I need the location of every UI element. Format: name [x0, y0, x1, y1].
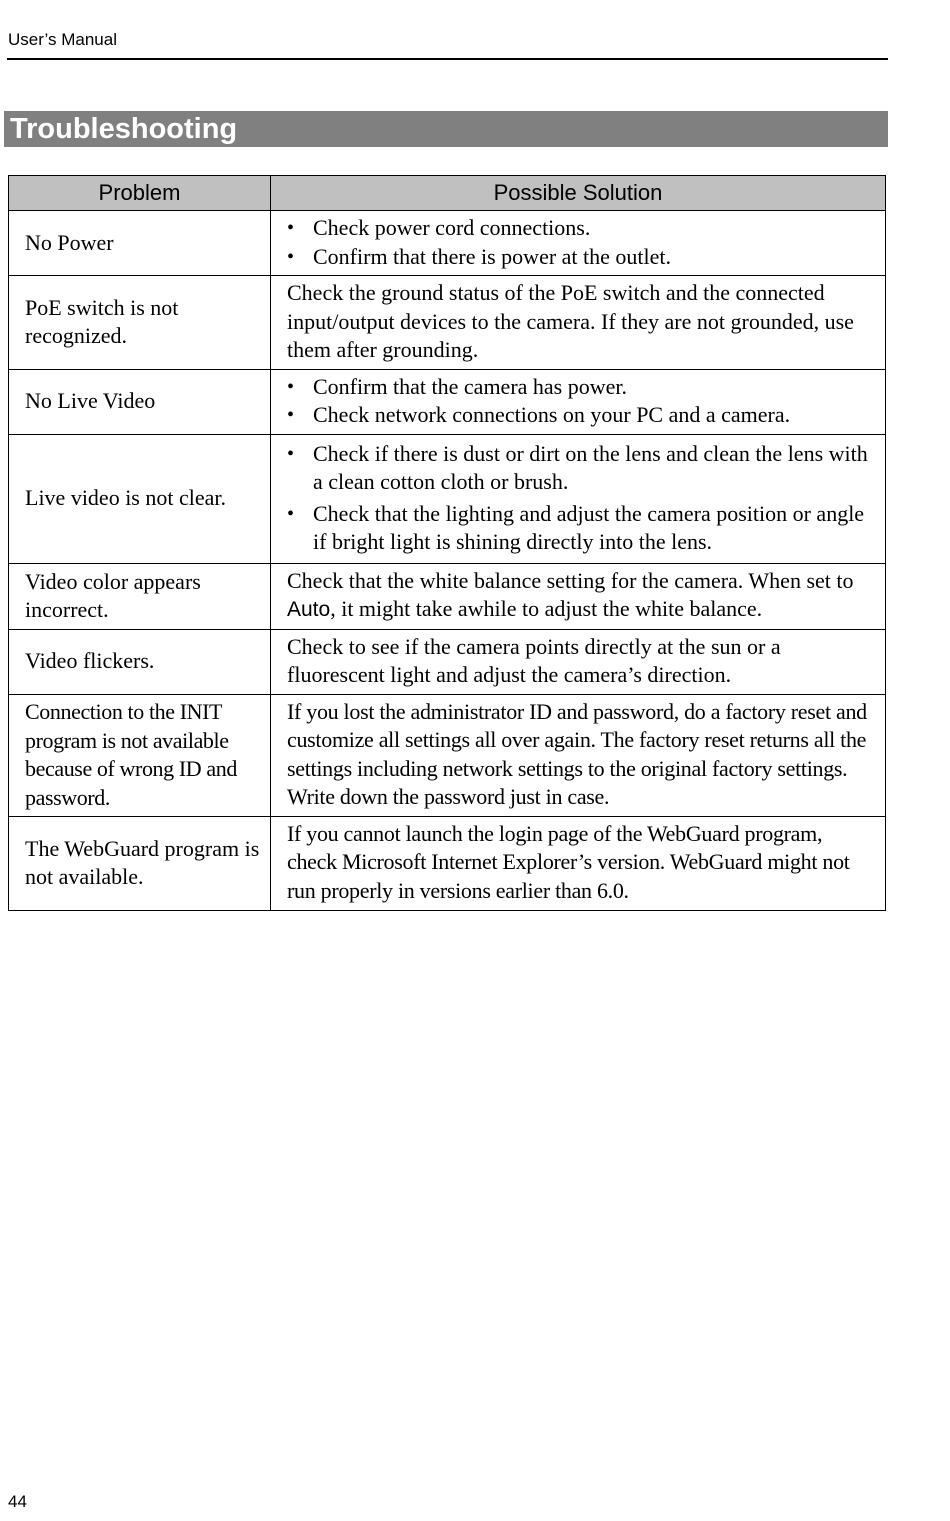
section-title-bar: [4, 111, 888, 147]
solution-list: [287, 214, 875, 271]
problem-cell: Video flickers.: [9, 629, 271, 694]
solution-cell: [271, 369, 886, 434]
table-row: [9, 276, 886, 370]
table-row: [9, 211, 886, 276]
solution-list: [287, 373, 875, 430]
troubleshooting-table: [8, 175, 886, 911]
list-item: • Check network connections on your PC and a camera.: [287, 401, 875, 430]
table-row: [9, 816, 886, 910]
table-row: [9, 629, 886, 694]
problem-cell: The WebGuard program is not available.: [9, 816, 271, 910]
auto-setting-label: Auto: [287, 598, 331, 621]
page-number: 44: [8, 1492, 27, 1511]
solution-cell: Check to see if the camera points directly at the sun or a fluorescent light and adjust the camera’s direction.: [271, 629, 886, 694]
solution-cell: If you cannot launch the login page of the WebGuard program, check Microsoft Internet Explorer’s version. WebGuard might not run properly in versions earlier than 6.0.: [271, 816, 886, 910]
column-header-solution: Possible Solution: [271, 176, 886, 211]
solution-cell: [271, 563, 886, 629]
solution-text: , it might take awhile to adjust the white balance.: [330, 596, 763, 621]
table-row: [9, 434, 886, 563]
list-item: • Check that the lighting and adjust the camera position or angle if bright light is shining directly into the lens.: [287, 500, 875, 557]
problem-cell: Video color appears incorrect.: [9, 563, 271, 629]
table-row: [9, 694, 886, 816]
list-item: • Check if there is dust or dirt on the lens and clean the lens with a clean cotton cloth or brush.: [287, 440, 875, 497]
problem-cell: PoE switch is not recognized.: [9, 276, 271, 370]
list-item: • Confirm that the camera has power.: [287, 373, 875, 402]
list-item: • Confirm that there is power at the outlet.: [287, 243, 875, 272]
problem-cell: No Live Video: [9, 369, 271, 434]
solution-list: [287, 440, 875, 557]
list-item: • Check power cord connections.: [287, 214, 875, 243]
header-divider: [7, 58, 888, 60]
running-header: User’s Manual: [8, 30, 117, 49]
table-row: [9, 563, 886, 629]
section-title: Troubleshooting: [10, 113, 238, 145]
solution-cell: [271, 434, 886, 563]
problem-cell: No Power: [9, 211, 271, 276]
table-header-row: [9, 176, 886, 211]
solution-cell: Check the ground status of the PoE switch and the connected input/output devices to the camera. If they are not grounded, use them after grounding.: [271, 276, 886, 370]
column-header-problem: Problem: [9, 176, 271, 211]
problem-cell: Live video is not clear.: [9, 434, 271, 563]
solution-cell: If you lost the administrator ID and password, do a factory reset and customize all settings all over again. The factory reset returns all the settings including network settings to the original factory settings. Write down the password just in case.: [271, 694, 886, 816]
table-row: [9, 369, 886, 434]
solution-text: Check that the white balance setting for the camera. When set to: [287, 567, 854, 593]
problem-cell: Connection to the INIT program is not available because of wrong ID and password.: [9, 694, 271, 816]
solution-cell: [271, 211, 886, 276]
